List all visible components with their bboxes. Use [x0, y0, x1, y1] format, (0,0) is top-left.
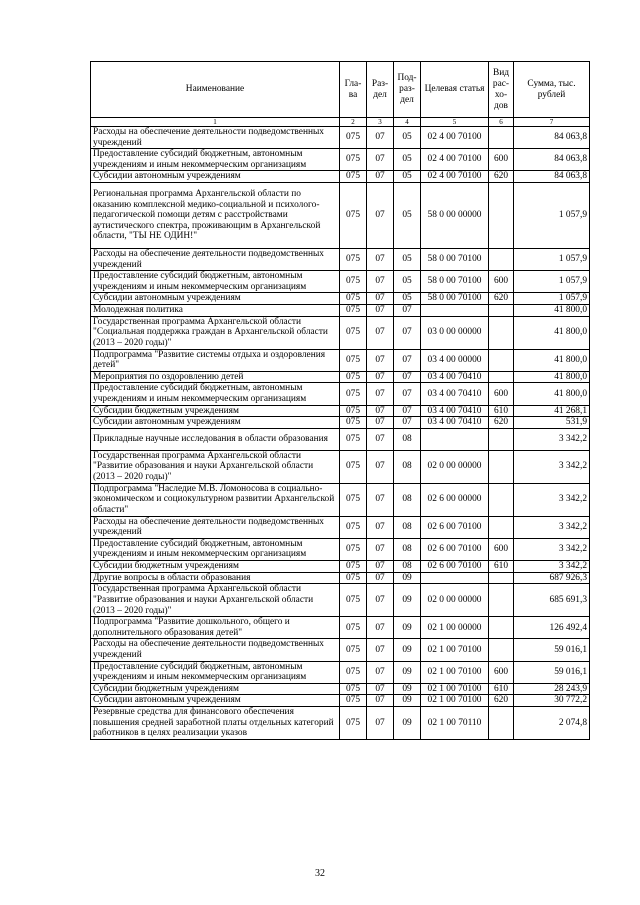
row-summa: 84 063,8 [514, 149, 590, 171]
row-vid: 600 [489, 661, 514, 683]
table-row [91, 661, 590, 683]
header-vid: Вид рас-хо-дов [489, 62, 514, 118]
row-vid: 620 [489, 293, 514, 305]
row-glava: 075 [340, 538, 367, 560]
row-glava: 075 [340, 617, 367, 639]
row-summa: 59 016,1 [514, 639, 590, 661]
row-glava: 075 [340, 271, 367, 293]
row-glava: 075 [340, 417, 367, 429]
row-celevaya: 03 4 00 70410 [421, 371, 489, 383]
row-vid [489, 127, 514, 149]
table-row [91, 304, 590, 316]
row-celevaya [421, 572, 489, 584]
row-summa: 3 342,2 [514, 561, 590, 573]
row-celevaya: 02 4 00 70100 [421, 171, 489, 183]
row-summa: 126 492,4 [514, 617, 590, 639]
row-razdel: 07 [367, 127, 394, 149]
row-razdel: 07 [367, 561, 394, 573]
row-podrazdel: 05 [394, 271, 421, 293]
row-vid: 610 [489, 683, 514, 695]
row-glava: 075 [340, 316, 367, 349]
row-name: Субсидии автономным учреждениям [91, 293, 340, 305]
header-name: Наименование [91, 62, 340, 118]
row-summa: 1 057,9 [514, 271, 590, 293]
row-razdel: 07 [367, 707, 394, 740]
row-vid [489, 516, 514, 538]
row-celevaya: 03 0 00 00000 [421, 316, 489, 349]
header-glava: Гла-ва [340, 62, 367, 118]
row-podrazdel: 07 [394, 349, 421, 371]
table-row [91, 639, 590, 661]
row-summa: 41 800,0 [514, 316, 590, 349]
row-celevaya: 02 1 00 70100 [421, 639, 489, 661]
row-summa: 28 243,9 [514, 683, 590, 695]
row-celevaya: 02 1 00 70110 [421, 707, 489, 740]
row-podrazdel: 07 [394, 371, 421, 383]
table-row [91, 149, 590, 171]
row-podrazdel: 09 [394, 683, 421, 695]
row-podrazdel: 07 [394, 383, 421, 405]
row-razdel: 07 [367, 639, 394, 661]
row-summa: 84 063,8 [514, 171, 590, 183]
table-row [91, 383, 590, 405]
row-name: Предоставление субсидий бюджетным, автономным учреждениям и иным некоммерческим организациям [91, 538, 340, 560]
row-name: Расходы на обеспечение деятельности подведомственных учреждений [91, 127, 340, 149]
row-celevaya: 58 0 00 70100 [421, 293, 489, 305]
row-celevaya: 02 1 00 70100 [421, 661, 489, 683]
row-razdel: 07 [367, 182, 394, 248]
row-razdel: 07 [367, 483, 394, 516]
row-glava: 075 [340, 683, 367, 695]
header-celevaya: Целевая статья [421, 62, 489, 118]
table-row [91, 450, 590, 483]
column-number: 4 [394, 118, 421, 127]
row-podrazdel: 05 [394, 293, 421, 305]
row-name: Государственная программа Архангельской области "Социальная поддержка граждан в Архангельской области (2013 – 2020 годы)" [91, 316, 340, 349]
row-celevaya: 03 4 00 00000 [421, 349, 489, 371]
row-vid [489, 617, 514, 639]
row-summa: 1 057,9 [514, 182, 590, 248]
row-celevaya: 02 0 00 00000 [421, 584, 489, 617]
row-name: Расходы на обеспечение деятельности подведомственных учреждений [91, 639, 340, 661]
table-row [91, 572, 590, 584]
row-vid [489, 316, 514, 349]
row-razdel: 07 [367, 695, 394, 707]
column-number: 2 [340, 118, 367, 127]
row-summa: 3 342,2 [514, 538, 590, 560]
row-razdel: 07 [367, 171, 394, 183]
table-row [91, 561, 590, 573]
row-celevaya: 58 0 00 70100 [421, 271, 489, 293]
table-row [91, 695, 590, 707]
row-name: Субсидии бюджетным учреждениям [91, 405, 340, 417]
row-summa: 3 342,2 [514, 428, 590, 450]
page-number: 32 [315, 868, 325, 879]
row-name: Субсидии бюджетным учреждениям [91, 561, 340, 573]
header-summa: Сумма, тыс. рублей [514, 62, 590, 118]
table-row [91, 349, 590, 371]
row-podrazdel: 09 [394, 572, 421, 584]
row-name: Государственная программа Архангельской области "Развитие образования и науки Архангельской области (2013 – 2020 годы)" [91, 450, 340, 483]
table-row [91, 127, 590, 149]
row-celevaya: 02 0 00 00000 [421, 450, 489, 483]
row-razdel: 07 [367, 293, 394, 305]
row-vid [489, 304, 514, 316]
row-name: Субсидии автономным учреждениям [91, 171, 340, 183]
row-summa: 84 063,8 [514, 127, 590, 149]
row-celevaya [421, 428, 489, 450]
row-podrazdel: 08 [394, 538, 421, 560]
row-podrazdel: 08 [394, 428, 421, 450]
row-summa: 687 926,3 [514, 572, 590, 584]
row-vid: 610 [489, 561, 514, 573]
row-name: Подпрограмма "Развитие системы отдыха и оздоровления детей" [91, 349, 340, 371]
table-header [91, 62, 590, 127]
row-razdel: 07 [367, 516, 394, 538]
row-summa: 41 800,0 [514, 371, 590, 383]
table-row [91, 683, 590, 695]
row-vid: 600 [489, 383, 514, 405]
row-vid: 620 [489, 171, 514, 183]
row-vid: 600 [489, 149, 514, 171]
row-glava: 075 [340, 450, 367, 483]
row-podrazdel: 05 [394, 171, 421, 183]
column-numbers-row [91, 118, 590, 127]
row-glava: 075 [340, 584, 367, 617]
row-glava: 075 [340, 483, 367, 516]
row-vid: 620 [489, 695, 514, 707]
column-number: 3 [367, 118, 394, 127]
row-podrazdel: 08 [394, 516, 421, 538]
table-row [91, 516, 590, 538]
row-name: Государственная программа Архангельской области "Развитие образования и науки Архангельской области (2013 – 2020 годы)" [91, 584, 340, 617]
row-vid [489, 483, 514, 516]
row-glava: 075 [340, 561, 367, 573]
row-summa: 531,9 [514, 417, 590, 429]
row-celevaya: 02 4 00 70100 [421, 127, 489, 149]
row-summa: 3 342,2 [514, 483, 590, 516]
table-row [91, 248, 590, 270]
row-razdel: 07 [367, 584, 394, 617]
row-razdel: 07 [367, 271, 394, 293]
row-podrazdel: 05 [394, 149, 421, 171]
row-vid: 600 [489, 271, 514, 293]
row-razdel: 07 [367, 572, 394, 584]
row-name: Подпрограмма "Наследие М.В. Ломоносова в социально-экономическом и социокультурном развитии Архангельской области" [91, 483, 340, 516]
row-name: Субсидии автономным учреждениям [91, 417, 340, 429]
row-razdel: 07 [367, 149, 394, 171]
row-glava: 075 [340, 428, 367, 450]
row-name: Молодежная политика [91, 304, 340, 316]
row-vid [489, 707, 514, 740]
row-summa: 59 016,1 [514, 661, 590, 683]
row-glava: 075 [340, 149, 367, 171]
row-glava: 075 [340, 572, 367, 584]
header-podrazdel: Под-раз-дел [394, 62, 421, 118]
row-glava: 075 [340, 707, 367, 740]
row-celevaya: 02 6 00 70100 [421, 516, 489, 538]
row-razdel: 07 [367, 538, 394, 560]
table-row [91, 405, 590, 417]
row-podrazdel: 09 [394, 707, 421, 740]
row-podrazdel: 09 [394, 695, 421, 707]
row-vid: 600 [489, 538, 514, 560]
row-celevaya: 58 0 00 70100 [421, 248, 489, 270]
table-row [91, 584, 590, 617]
row-summa: 3 342,2 [514, 516, 590, 538]
table-row [91, 707, 590, 740]
table-row [91, 271, 590, 293]
row-glava: 075 [340, 293, 367, 305]
row-summa: 41 268,1 [514, 405, 590, 417]
row-glava: 075 [340, 349, 367, 371]
row-celevaya: 02 6 00 70100 [421, 538, 489, 560]
table-row [91, 371, 590, 383]
row-summa: 41 800,0 [514, 304, 590, 316]
row-celevaya: 02 6 00 00000 [421, 483, 489, 516]
row-razdel: 07 [367, 405, 394, 417]
row-name: Расходы на обеспечение деятельности подведомственных учреждений [91, 516, 340, 538]
row-vid: 620 [489, 417, 514, 429]
row-podrazdel: 07 [394, 316, 421, 349]
row-podrazdel: 09 [394, 617, 421, 639]
row-summa: 3 342,2 [514, 450, 590, 483]
row-celevaya: 02 1 00 70100 [421, 683, 489, 695]
row-name: Мероприятия по оздоровлению детей [91, 371, 340, 383]
row-razdel: 07 [367, 383, 394, 405]
row-glava: 075 [340, 127, 367, 149]
row-name: Предоставление субсидий бюджетным, автономным учреждениям и иным некоммерческим организациям [91, 661, 340, 683]
table-row [91, 171, 590, 183]
row-podrazdel: 07 [394, 304, 421, 316]
row-podrazdel: 08 [394, 483, 421, 516]
row-celevaya: 03 4 00 70410 [421, 405, 489, 417]
row-summa: 2 074,8 [514, 707, 590, 740]
row-vid [489, 349, 514, 371]
row-vid [489, 371, 514, 383]
row-podrazdel: 08 [394, 561, 421, 573]
row-vid [489, 248, 514, 270]
row-celevaya: 03 4 00 70410 [421, 383, 489, 405]
row-razdel: 07 [367, 248, 394, 270]
row-summa: 41 800,0 [514, 383, 590, 405]
row-razdel: 07 [367, 349, 394, 371]
row-summa: 685 691,3 [514, 584, 590, 617]
row-glava: 075 [340, 405, 367, 417]
row-name: Предоставление субсидий бюджетным, автономным учреждениям и иным некоммерческим организациям [91, 149, 340, 171]
row-celevaya: 02 6 00 70100 [421, 561, 489, 573]
row-vid [489, 572, 514, 584]
row-glava: 075 [340, 248, 367, 270]
table-row [91, 428, 590, 450]
row-summa: 41 800,0 [514, 349, 590, 371]
row-podrazdel: 07 [394, 405, 421, 417]
row-razdel: 07 [367, 428, 394, 450]
row-glava: 075 [340, 371, 367, 383]
row-name: Прикладные научные исследования в области образования [91, 428, 340, 450]
table-row [91, 182, 590, 248]
column-number: 5 [421, 118, 489, 127]
row-glava: 075 [340, 171, 367, 183]
row-vid [489, 584, 514, 617]
budget-table [90, 61, 590, 740]
row-vid [489, 182, 514, 248]
row-razdel: 07 [367, 371, 394, 383]
table-row [91, 483, 590, 516]
row-glava: 075 [340, 639, 367, 661]
row-podrazdel: 05 [394, 127, 421, 149]
row-name: Расходы на обеспечение деятельности подведомственных учреждений [91, 248, 340, 270]
row-razdel: 07 [367, 450, 394, 483]
row-celevaya: 02 4 00 70100 [421, 149, 489, 171]
row-razdel: 07 [367, 417, 394, 429]
row-name: Субсидии бюджетным учреждениям [91, 683, 340, 695]
row-vid [489, 450, 514, 483]
row-glava: 075 [340, 516, 367, 538]
row-glava: 075 [340, 695, 367, 707]
row-celevaya [421, 304, 489, 316]
table-row [91, 293, 590, 305]
table-row [91, 538, 590, 560]
row-podrazdel: 09 [394, 661, 421, 683]
row-celevaya: 03 4 00 70410 [421, 417, 489, 429]
row-summa: 30 772,2 [514, 695, 590, 707]
row-razdel: 07 [367, 661, 394, 683]
row-vid [489, 639, 514, 661]
row-vid [489, 428, 514, 450]
row-name: Подпрограмма "Развитие дошкольного, общего и дополнительного образования детей" [91, 617, 340, 639]
column-number: 7 [514, 118, 590, 127]
row-glava: 075 [340, 383, 367, 405]
row-glava: 075 [340, 304, 367, 316]
row-razdel: 07 [367, 683, 394, 695]
row-glava: 075 [340, 182, 367, 248]
row-vid: 610 [489, 405, 514, 417]
row-summa: 1 057,9 [514, 293, 590, 305]
row-name: Резервные средства для финансового обеспечения повышения средней заработной платы отдельных категорий работников в целях реализации указов [91, 707, 340, 740]
row-razdel: 07 [367, 316, 394, 349]
row-podrazdel: 05 [394, 248, 421, 270]
row-glava: 075 [340, 661, 367, 683]
row-razdel: 07 [367, 304, 394, 316]
row-podrazdel: 09 [394, 584, 421, 617]
table-body [91, 127, 590, 740]
row-name: Предоставление субсидий бюджетным, автономным учреждениям и иным некоммерческим организациям [91, 383, 340, 405]
row-summa: 1 057,9 [514, 248, 590, 270]
row-podrazdel: 09 [394, 639, 421, 661]
row-celevaya: 02 1 00 00000 [421, 617, 489, 639]
row-razdel: 07 [367, 617, 394, 639]
row-podrazdel: 05 [394, 182, 421, 248]
row-celevaya: 02 1 00 70100 [421, 695, 489, 707]
column-number: 6 [489, 118, 514, 127]
row-name: Предоставление субсидий бюджетным, автономным учреждениям и иным некоммерческим организациям [91, 271, 340, 293]
row-name: Региональная программа Архангельской области по оказанию комплексной медико-социальной и психолого-педагогической помощи детям с расстройствами аутистического спектра, проживающим в Архангельской области, "ТЫ НЕ ОДИН!" [91, 182, 340, 248]
row-name: Другие вопросы в области образования [91, 572, 340, 584]
header-razdel: Раз-дел [367, 62, 394, 118]
row-name: Субсидии автономным учреждениям [91, 695, 340, 707]
row-celevaya: 58 0 00 00000 [421, 182, 489, 248]
table-row [91, 417, 590, 429]
row-podrazdel: 07 [394, 417, 421, 429]
table-row [91, 316, 590, 349]
row-podrazdel: 08 [394, 450, 421, 483]
table-row [91, 617, 590, 639]
column-number: 1 [91, 118, 340, 127]
